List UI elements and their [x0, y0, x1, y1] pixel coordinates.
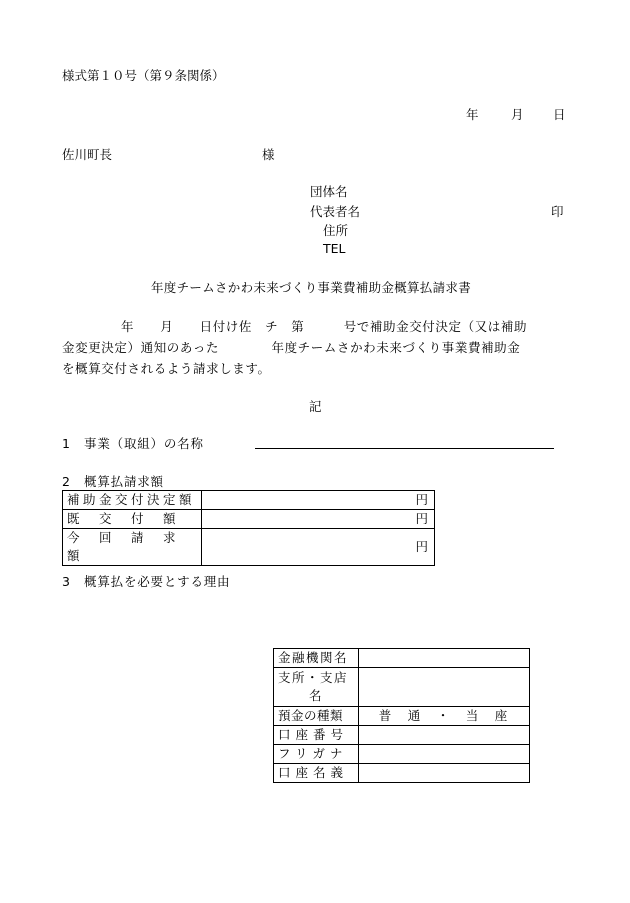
project-name-line[interactable] [255, 448, 554, 449]
addressee-honorific: 様 [262, 147, 275, 162]
date-day: 日 [553, 107, 566, 122]
account-number-field[interactable] [359, 726, 530, 745]
table-row [274, 649, 530, 668]
table-row [274, 668, 530, 707]
ki-heading: 記 [309, 399, 322, 414]
yen-unit: 円 [415, 539, 428, 554]
document-title: 年度チームさかわ未来づくり事業費補助金概算払請求書 [151, 280, 472, 295]
request-amount-field[interactable] [202, 529, 435, 566]
decided-amount-field[interactable] [202, 491, 435, 510]
request-amount-label: 今 回 請 求 額 [63, 529, 202, 566]
paid-amount-label: 既 交 付 額 [63, 510, 202, 529]
addressee-name: 佐川町長 [62, 147, 113, 162]
table-row [63, 510, 435, 529]
table-row [274, 764, 530, 783]
section-1-label: 1 事業（取組）の名称 [62, 436, 204, 451]
furigana-label: フリガナ [274, 745, 359, 764]
bank-table [273, 648, 530, 783]
date-month: 月 [511, 107, 524, 122]
account-number-label: 口座番号 [274, 726, 359, 745]
table-row [274, 726, 530, 745]
tel-label: TEL [323, 241, 346, 256]
decided-amount-label: 補助金交付決定額 [63, 491, 202, 510]
section-2-label: 2 概算払請求額 [62, 474, 164, 489]
table-row [63, 529, 435, 566]
body-line-3: を概算交付されるよう請求します。 [62, 361, 271, 376]
form-number: 様式第１０号（第９条関係） [62, 68, 225, 83]
account-name-label: 口座名義 [274, 764, 359, 783]
group-name-label: 団体名 [310, 184, 348, 199]
branch-label [274, 668, 359, 707]
furigana-field[interactable] [359, 745, 530, 764]
yen-unit: 円 [415, 511, 428, 526]
branch-label-line-1: 支所・支店 [278, 670, 349, 685]
body-line-1: 年 月 日付け佐 チ 第 号で補助金交付決定（又は補助 [121, 319, 528, 334]
yen-unit: 円 [415, 492, 428, 507]
table-row [63, 491, 435, 510]
paid-amount-field[interactable] [202, 510, 435, 529]
body-line-2: 金変更決定）通知のあった 年度チームさかわ未来づくり事業費補助金 [62, 340, 521, 355]
deposit-type-options[interactable]: 普 通 ・ 当 座 [359, 707, 530, 726]
section-3-label: 3 概算払を必要とする理由 [62, 574, 231, 589]
amount-table [62, 490, 435, 566]
branch-field[interactable] [359, 668, 530, 707]
date-year: 年 [466, 107, 479, 122]
institution-field[interactable] [359, 649, 530, 668]
address-label: 住所 [323, 223, 349, 238]
request-body [62, 316, 572, 379]
institution-label: 金融機関名 [274, 649, 359, 668]
account-name-field[interactable] [359, 764, 530, 783]
branch-label-line-2: 名 [308, 688, 323, 703]
deposit-type-label: 預金の種類 [274, 707, 359, 726]
seal-mark: 印 [551, 204, 564, 219]
table-row [274, 707, 530, 726]
representative-label: 代表者名 [310, 204, 361, 219]
table-row [274, 745, 530, 764]
